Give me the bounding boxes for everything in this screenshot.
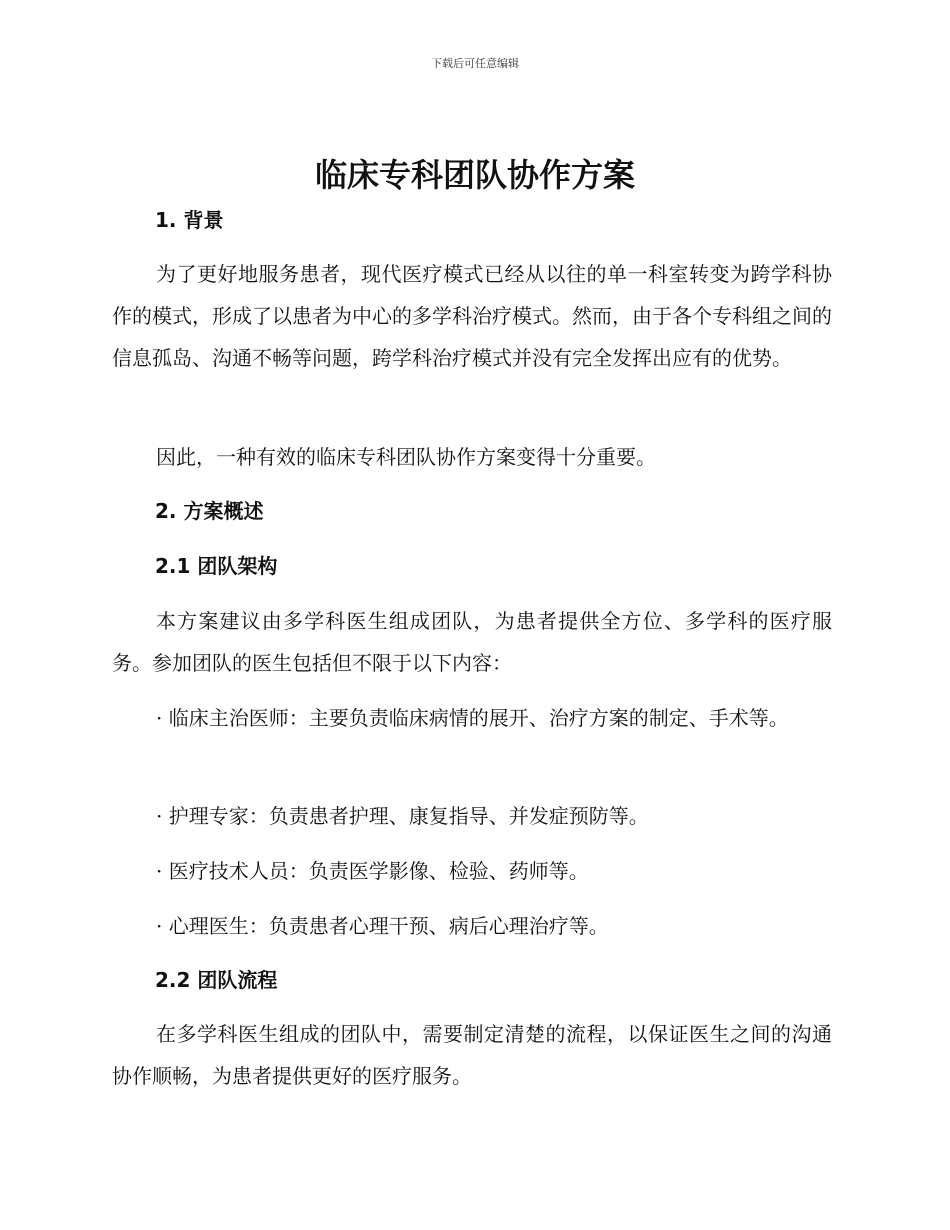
paragraph-process-1: 在多学科医生组成的团队中，需要制定清楚的流程，以保证医生之间的沟通协作顺畅，为患者提供更好的医疗服务。 bbox=[112, 1022, 832, 1088]
page-header-note: 下载后可任意编辑 bbox=[431, 57, 519, 70]
paragraph-background-2: 因此，一种有效的临床专科团队协作方案变得十分重要。 bbox=[156, 445, 656, 469]
document-title: 临床专科团队协作方案 bbox=[314, 156, 635, 194]
bullet-item-attending: · 临床主治医师：主要负责临床病情的展开、治疗方案的制定、手术等。 bbox=[156, 706, 789, 730]
section-heading-background: 1. 背景 bbox=[155, 208, 224, 232]
paragraph-background-1: 为了更好地服务患者，现代医疗模式已经从以往的单一科室转变为跨学科协作的模式，形成了以患者为中心的多学科治疗模式。然而，由于各个专科组之间的信息孤岛、沟通不畅等问题，跨学科治疗模式并没有完全发挥出应有的优势。 bbox=[112, 262, 832, 370]
bullet-item-technician: · 医疗技术人员：负责医学影像、检验、药师等。 bbox=[156, 859, 589, 883]
bullet-item-nursing: · 护理专家：负责患者护理、康复指导、并发症预防等。 bbox=[156, 804, 649, 828]
section-heading-overview: 2. 方案概述 bbox=[155, 499, 264, 523]
paragraph-structure-1: 本方案建议由多学科医生组成团队，为患者提供全方位、多学科的医疗服务。参加团队的医生包括但不限于以下内容： bbox=[112, 609, 832, 675]
section-heading-structure: 2.1 团队架构 bbox=[155, 554, 278, 578]
bullet-item-psychologist: · 心理医生：负责患者心理干预、病后心理治疗等。 bbox=[156, 914, 609, 938]
section-heading-process: 2.2 团队流程 bbox=[155, 968, 278, 992]
